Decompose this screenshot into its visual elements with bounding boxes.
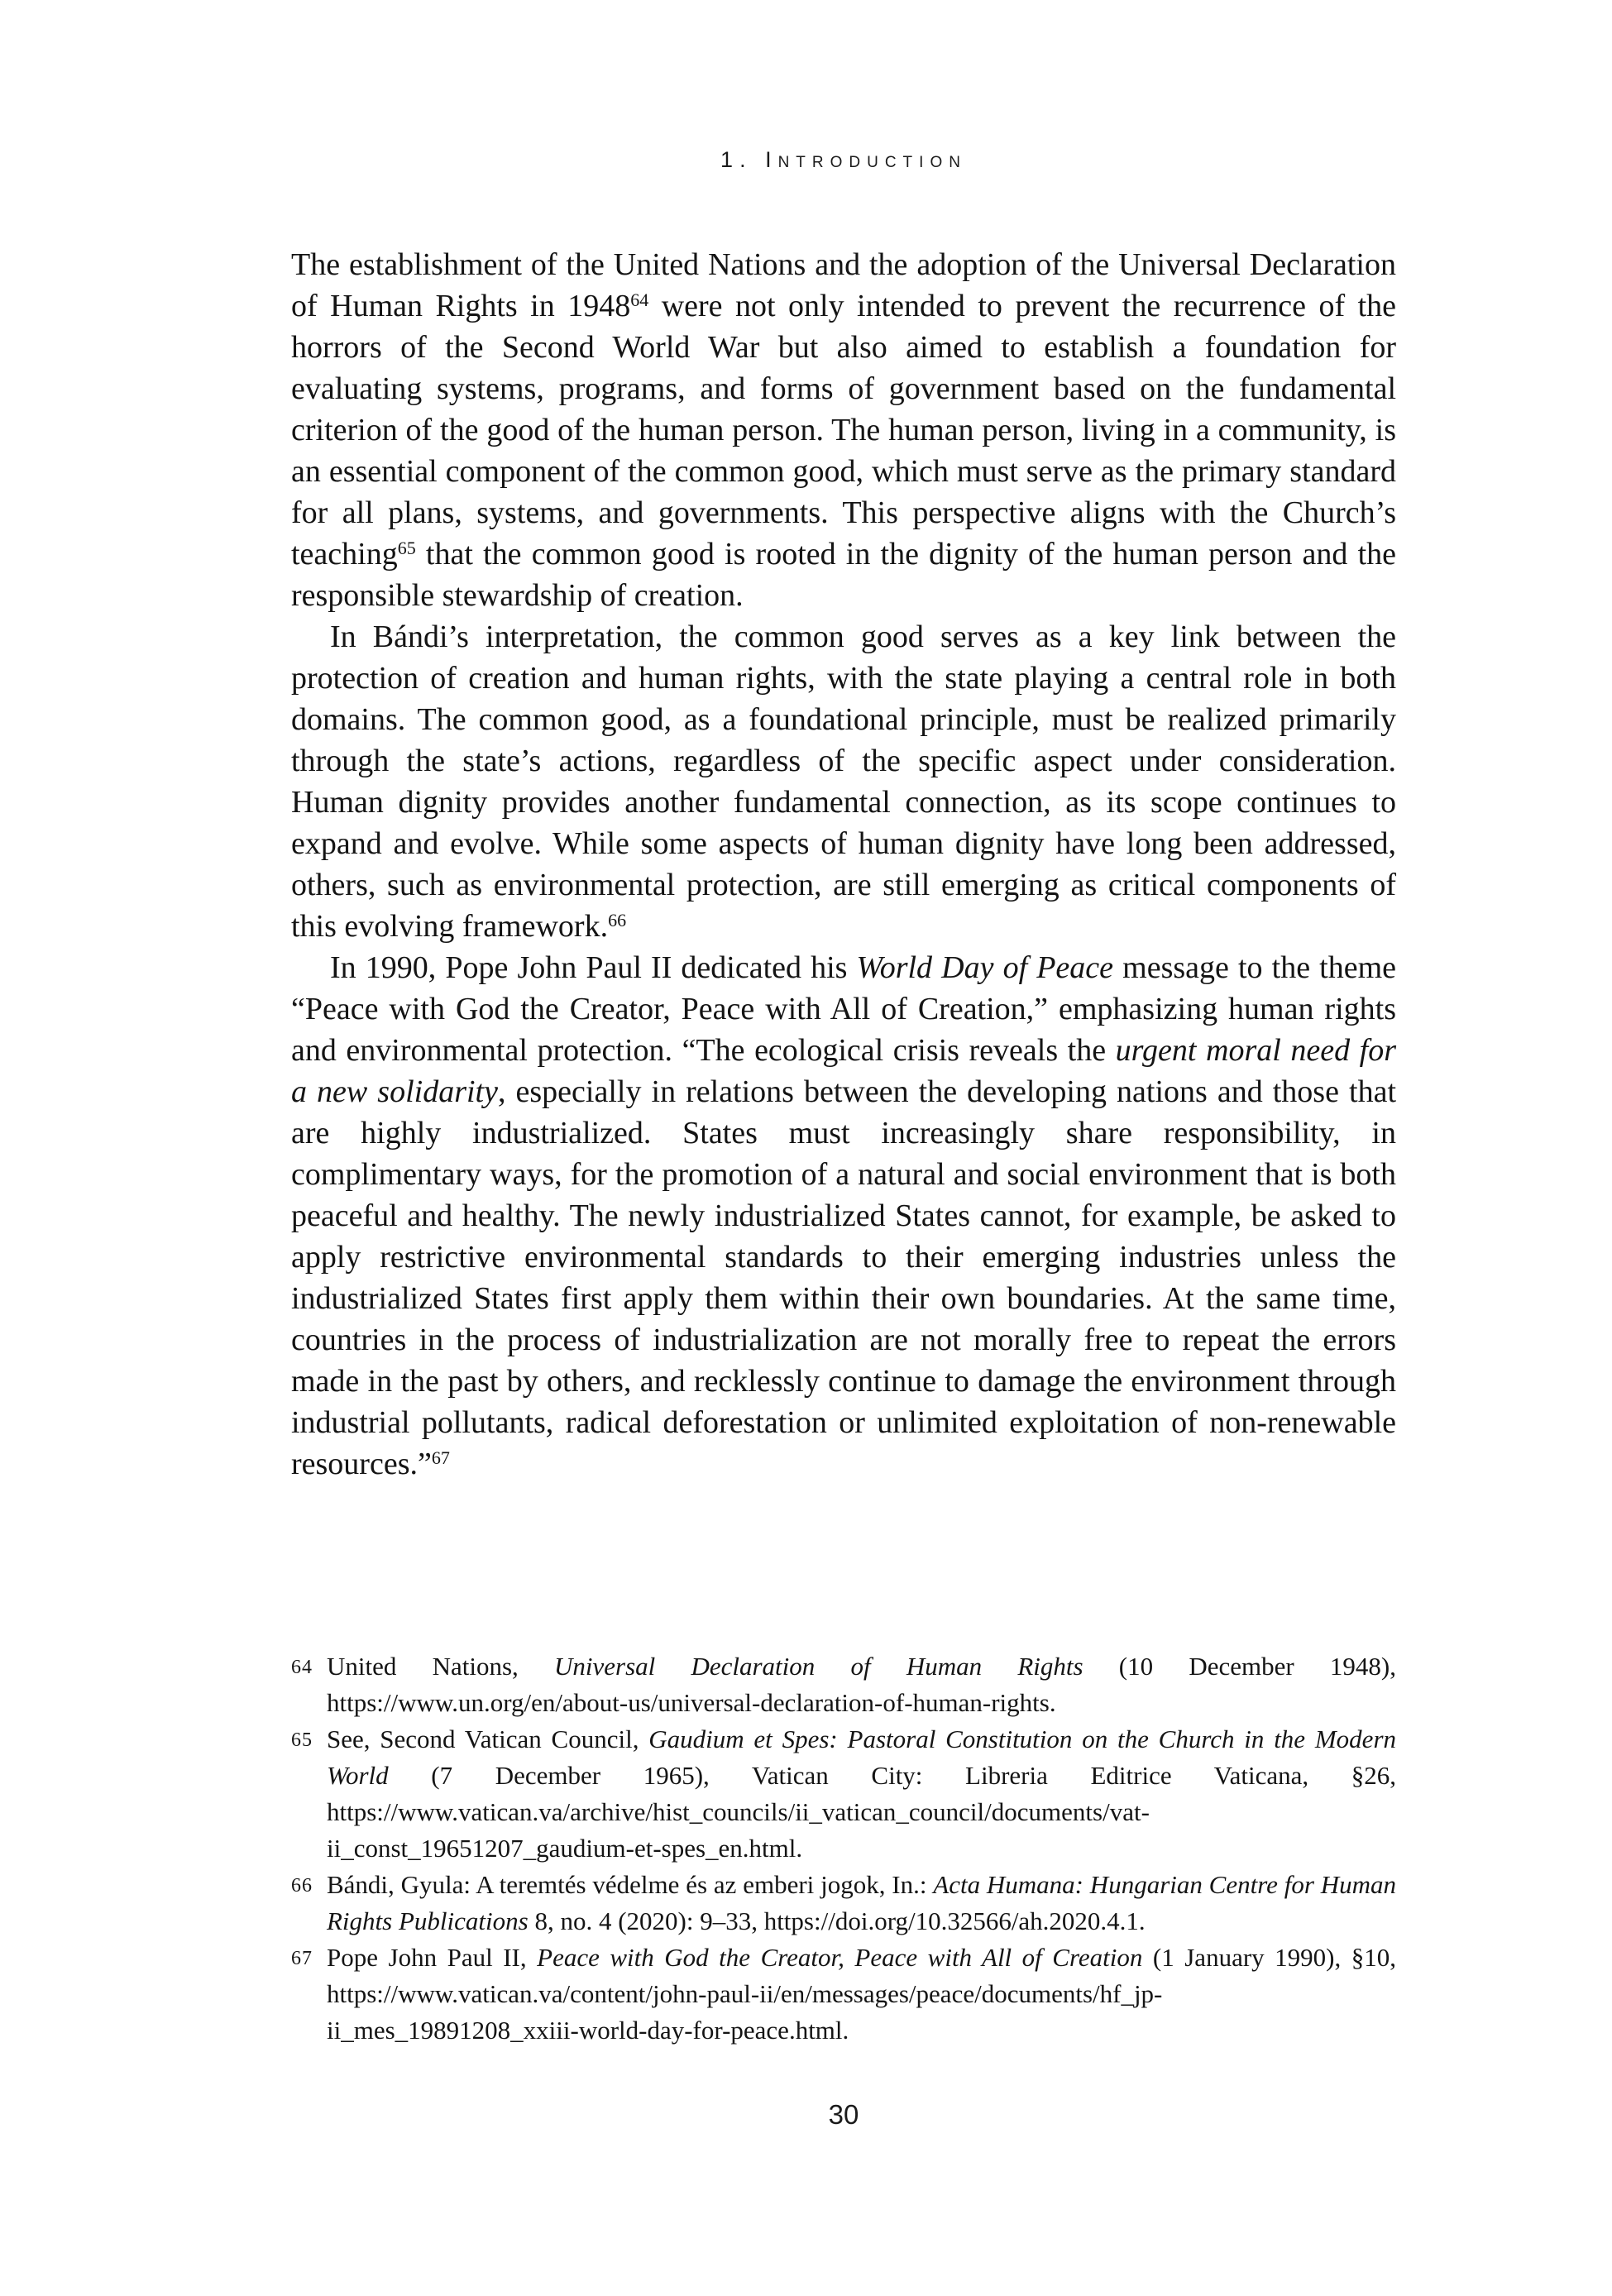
footnote-65 (291, 1721, 1396, 1867)
chapter-running-header: 1. Introduction (720, 147, 967, 172)
footnote-64 (291, 1648, 1396, 1721)
footnote-reference: 64 (630, 289, 649, 310)
footnote-text-66 (327, 1870, 1396, 1935)
text-segment: that the common good is rooted in the dignity of the human person and the responsible stewardship of creation. (291, 537, 1396, 613)
italic-text-segment: Peace with God the Creator, Peace with All of Creation (537, 1943, 1143, 1972)
text-segment: In Bándi’s interpretation, the common good serves as a key link between the protection of creation and human rights, with the state playing a central role in both domains. The common good, as a foundational principle, must be realized primarily through the state’s actions, regardless of the specific aspect under consideration. Human dignity provides another fundamental connection, as its scope continues to expand and evolve. While some aspects of human dignity have long been addressed, others, such as environmental protection, are still emerging as critical components of this evolving framework. (291, 619, 1396, 944)
footnote-marker-67: 67 (291, 1948, 313, 1969)
text-segment: (7 December 1965), Vatican City: Libreria Editrice Vaticana, §26, https://www.vatican.va/archive/hist_councils/ii_vatican_council/documents/vat-ii_const_19651207_gaudium-et-spes_en.html. (327, 1761, 1396, 1863)
text-segment: , especially in relations between the developing nations and those that are highly industrialized. States must increasingly share responsibility, in complimentary ways, for the promotion of a natural and social environment that is both peaceful and healthy. The newly industrialized States cannot, for example, be asked to apply restrictive environmental standards to their emerging industries unless the industrialized States first apply them within their own boundaries. At the same time, countries in the process of industrialization are not morally free to repeat the errors made in the past by others, and recklessly continue to damage the environment through industrial pollutants, radical deforestation or unlimited exploitation of non-renewable resources.” (291, 1074, 1396, 1481)
text-segment: In 1990, Pope John Paul II dedicated his (330, 950, 857, 985)
footnote-reference: 67 (431, 1447, 450, 1468)
paragraph-2 (291, 616, 1396, 947)
footnote-67 (291, 1940, 1396, 2049)
footnote-reference: 65 (397, 537, 416, 558)
italic-text-segment: Universal Declaration of Human Rights (554, 1652, 1083, 1681)
body-text (291, 244, 1396, 1485)
footnote-text-65 (327, 1724, 1396, 1863)
text-segment: United Nations, (327, 1652, 554, 1681)
footnote-marker-66: 66 (291, 1875, 313, 1897)
footnote-66 (291, 1867, 1396, 1940)
text-segment: (1 January 1990), §10, https://www.vatican.va/content/john-paul-ii/en/messages/peace/documents/hf_jp-ii_mes_19891208_xxiii-world-day-for-peace.html. (327, 1943, 1396, 2045)
text-segment: message to the theme “Peace with God the Creator, Peace with All of Creation,” emphasizing human rights and environmental protection. “The ecological crisis reveals the (291, 950, 1397, 1068)
text-segment: 8, no. 4 (2020): 9–33, https://doi.org/10.32566/ah.2020.4.1. (528, 1906, 1146, 1935)
footnote-marker-64: 64 (291, 1657, 313, 1678)
text-segment: See, Second Vatican Council, (327, 1724, 649, 1753)
footnote-reference: 66 (608, 909, 627, 930)
text-segment: Pope John Paul II, (327, 1943, 538, 1972)
italic-text-segment: Acta Humana: Hungarian Centre for Human Rights Publications (327, 1870, 1396, 1935)
footnote-text-64 (327, 1652, 1396, 1717)
paragraph-3 (291, 947, 1396, 1485)
footnote-marker-65: 65 (291, 1729, 313, 1751)
italic-text-segment: World Day of Peace (856, 950, 1114, 985)
footnote-text-67 (327, 1943, 1396, 2045)
page-number: 30 (828, 2099, 859, 2130)
text-segment: The establishment of the United Nations and the adoption of the Universal Declaration of Human Rights in 1948 (291, 247, 1396, 323)
paragraph-1 (291, 244, 1396, 616)
footnotes-section (291, 1648, 1396, 2049)
text-segment: (10 December 1948), https://www.un.org/en/about-us/universal-declaration-of-human-rights. (327, 1652, 1396, 1717)
italic-text-segment: urgent moral need for a new solidarity (291, 1033, 1397, 1109)
text-segment: Bándi, Gyula: A teremtés védelme és az emberi jogok, In.: (327, 1870, 934, 1899)
italic-text-segment: Gaudium et Spes: Pastoral Constitution on the Church in the Modern World (327, 1724, 1397, 1790)
text-segment: were not only intended to prevent the recurrence of the horrors of the Second World War but also aimed to establish a foundation for evaluating systems, programs, and forms of government based on the fundamental criterion of the good of the human person. The human person, living in a community, is an essential component of the common good, which must serve as the primary standard for all plans, systems, and governments. This perspective aligns with the Church’s teaching (291, 289, 1397, 572)
